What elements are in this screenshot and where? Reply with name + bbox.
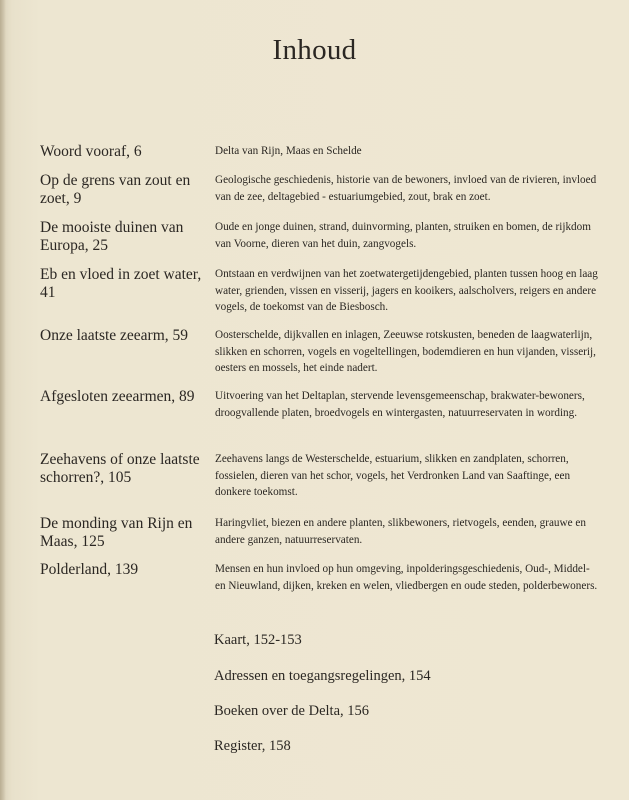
appendix-item: Kaart, 152-153 xyxy=(214,632,302,648)
appendix-item: Boeken over de Delta, 156 xyxy=(214,703,370,719)
page-title: Inhoud xyxy=(272,34,357,66)
chapter-description: Uitvoering van het Deltaplan, stervende levensgemeenschap, brakwater-bewoners, droogvallende platen, broedvogels en wintergasten, natuurreservaten in wording. xyxy=(215,390,585,419)
chapter-title: Polderland, 139 xyxy=(40,561,139,578)
chapter-description: Oude en jonge duinen, strand, duinvorming, planten, struiken en bomen, de rijkdom van Voorne, dieren van het duin, zangvogels. xyxy=(215,221,591,250)
chapter-title: Op de grens van zout en zoet, 9 xyxy=(40,172,191,207)
chapter-description: Delta van Rijn, Maas en Schelde xyxy=(215,145,362,157)
appendix-item: Adressen en toegangsregelingen, 154 xyxy=(214,668,431,684)
chapter-description: Oosterschelde, dijkvallen en inlagen, Zeeuwse rotskusten, beneden de laagwaterlijn, slikken en schorren, vogels en vogeltellingen, bodemdieren en hun vijanden, visserij, oesters en mossels, het einde nadert. xyxy=(215,329,596,374)
chapter-description: Haringvliet, biezen en andere planten, slikbewoners, rietvogels, eenden, grauwe en andere ganzen, natuurreservaten. xyxy=(215,517,586,546)
appendix-item: Register, 158 xyxy=(214,738,291,754)
chapter-title: Eb en vloed in zoet water, 41 xyxy=(40,266,202,301)
chapter-title: Zeehavens of onze laatste schorren?, 105 xyxy=(40,451,200,486)
chapter-title: De monding van Rijn en Maas, 125 xyxy=(40,515,193,550)
chapter-title: Afgesloten zeearmen, 89 xyxy=(40,388,195,405)
chapter-title: Onze laatste zeearm, 59 xyxy=(40,327,189,344)
chapter-description: Zeehavens langs de Westerschelde, estuarium, slikken en zandplaten, schorren, fossielen, dieren van het schor, vogels, het Verdronken Land van Saaftinge, een donkere toekomst. xyxy=(215,453,571,498)
chapter-title: Woord vooraf, 6 xyxy=(40,143,142,160)
chapter-description: Ontstaan en verdwijnen van het zoetwatergetijdengebied, planten tussen hoog en laag water, grienden, vissen en visserij, jagers en kooikers, aalscholvers, reigers en andere vogels, de toekomst van de Biesbosch. xyxy=(215,268,598,313)
chapter-title: De mooiste duinen van Europa, 25 xyxy=(40,219,184,254)
chapter-description: Geologische geschiedenis, historie van de bewoners, invloed van de rivieren, invloed van de zee, deltagebied - estuariumgebied, zout, brak en zoet. xyxy=(215,174,597,203)
chapter-description: Mensen en hun invloed op hun omgeving, inpolderingsgeschiedenis, Oud-, Middel- en Nieuwland, dijken, kreken en welen, vliedbergen en oude steden, polderbewoners. xyxy=(215,563,598,592)
